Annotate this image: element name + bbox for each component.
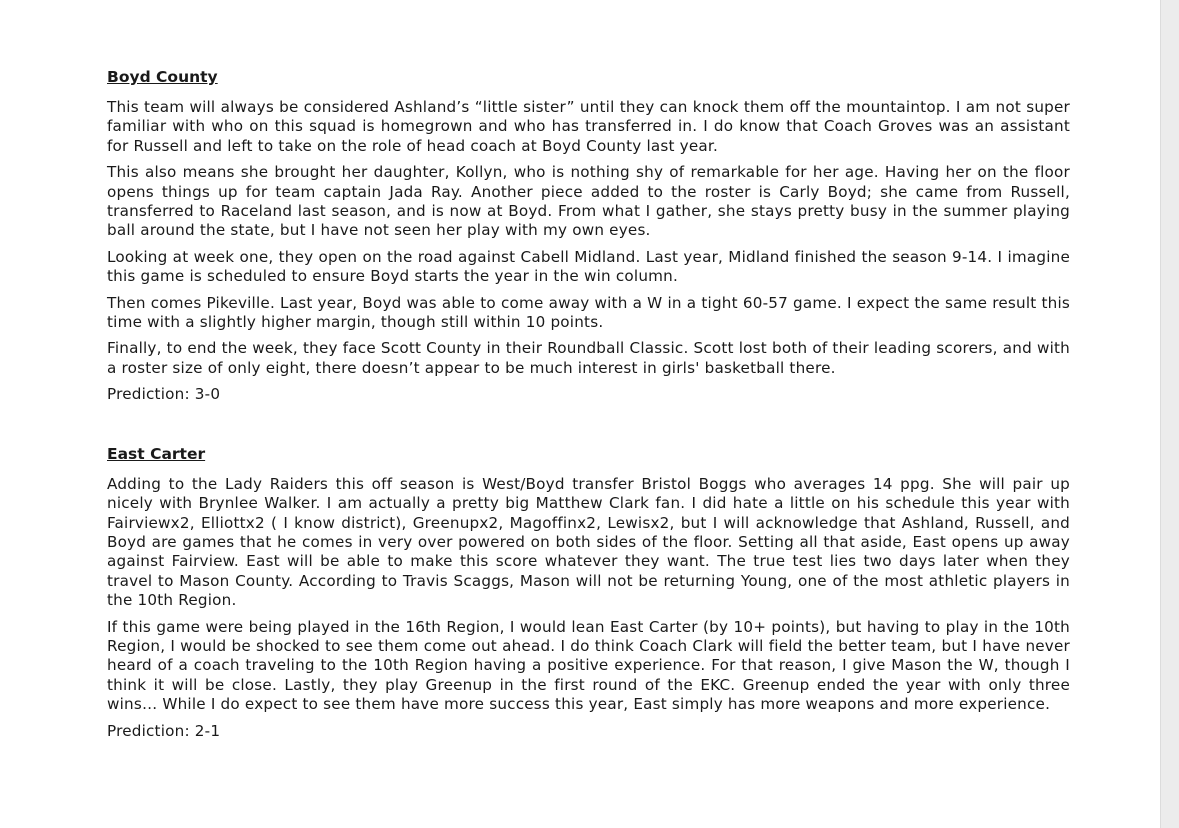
- vertical-scrollbar[interactable]: [1160, 0, 1179, 828]
- paragraph: If this game were being played in the 16th Region, I would lean East Carter (by 10+ points), but having to play in the 10th Region, I would be shocked to see them come out ahead. I do think Coach Clark will field the better team, but I have never heard of a coach traveling to the 10th Region having a positive experience. For that reason, I give Mason the W, though I think it will be close. Lastly, they play Greenup in the first round of the EKC. Greenup ended the year with only three wins… While I do expect to see them have more success this year, East simply has more weapons and more experience.: [107, 617, 1070, 714]
- section-heading: East Carter: [107, 444, 206, 463]
- paragraph: This team will always be considered Ashland’s “little sister” until they can knock them off the mountaintop. I am not super familiar with who on this squad is homegrown and who has transferred in. I do know that Coach Groves was an assistant for Russell and left to take on the role of head coach at Boyd County last year.: [107, 98, 1070, 155]
- prediction: Prediction: 3-0: [107, 385, 221, 404]
- section-boyd-county: [107, 66, 1070, 405]
- paragraph: Then comes Pikeville. Last year, Boyd was able to come away with a W in a tight 60-57 game. I expect the same result this time with a slightly higher margin, though still within 10 points.: [107, 293, 1070, 332]
- prediction: Prediction: 2-1: [107, 721, 221, 740]
- section-heading: Boyd County: [107, 68, 218, 86]
- section-east-carter: [107, 443, 1070, 741]
- paragraph: Finally, to end the week, they face Scott County in their Roundball Classic. Scott lost both of their leading scorers, and with a roster size of only eight, there doesn’t appear to be much interest in girls' basketball there.: [107, 339, 1070, 377]
- document-content: [107, 66, 1070, 748]
- paragraph: This also means she brought her daughter, Kollyn, who is nothing shy of remarkable for her age. Having her on the floor opens things up for team captain Jada Ray. Another piece added to the roster is Carly Boyd; she came from Russell, transferred to Raceland last season, and is now at Boyd. From what I gather, she stays pretty busy in the summer playing ball around the state, but I have not seen her play with my own eyes.: [107, 163, 1070, 240]
- paragraph: Looking at week one, they open on the road against Cabell Midland. Last year, Midland finished the season 9-14. I imagine this game is scheduled to ensure Boyd starts the year in the win column.: [107, 247, 1070, 286]
- paragraph: Adding to the Lady Raiders this off season is West/Boyd transfer Bristol Boggs who averages 14 ppg. She will pair up nicely with Brynlee Walker. I am actually a pretty big Matthew Clark fan. I did hate a little on his schedule this year with Fairviewx2, Elliottx2 ( I know district), Greenupx2, Magoffinx2, Lewisx2, but I will acknowledge that Ashland, Russell, and Boyd are games that he comes in very over powered on both sides of the floor. Setting all that aside, East opens up away against Fairview. East will be able to make this score whatever they want. The true test lies two days later when they travel to Mason County. According to Travis Scaggs, Mason will not be returning Young, one of the most athletic players in the 10th Region.: [107, 474, 1070, 610]
